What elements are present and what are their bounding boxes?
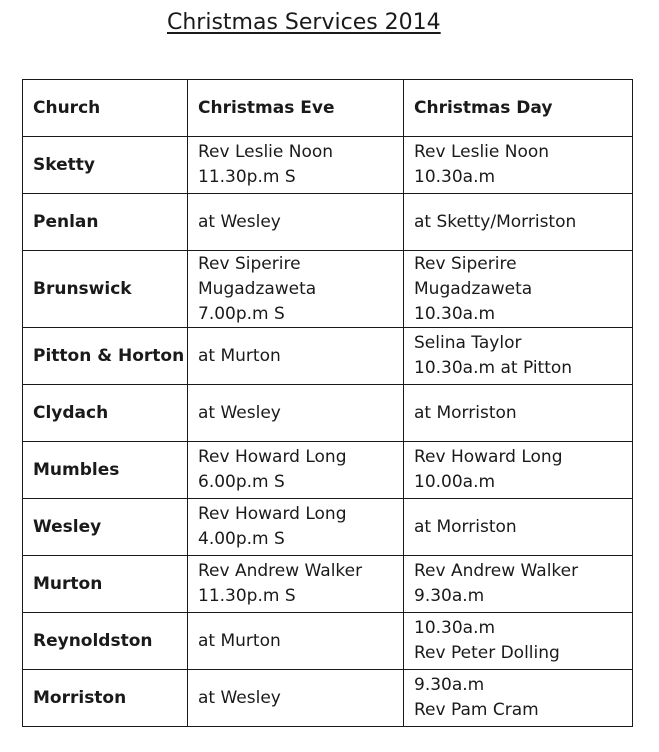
page-title: Christmas Services 2014 bbox=[167, 10, 441, 35]
christmas-eve-cell bbox=[188, 251, 404, 328]
church-name-cell: Brunswick bbox=[23, 251, 188, 328]
service-line: 10.30a.m bbox=[414, 167, 496, 187]
service-line: Rev Andrew Walker bbox=[198, 561, 363, 581]
christmas-eve-cell bbox=[188, 328, 404, 385]
service-line: Rev Pam Cram bbox=[414, 700, 539, 720]
church-name-cell: Wesley bbox=[23, 499, 188, 556]
christmas-day-cell bbox=[404, 613, 633, 670]
service-line: at Murton bbox=[198, 630, 281, 651]
service-line: 10.30a.m at Pitton bbox=[414, 358, 573, 378]
service-line: Rev Peter Dolling bbox=[414, 643, 560, 663]
christmas-day-cell bbox=[404, 328, 633, 385]
service-line: 9.30a.m bbox=[414, 675, 485, 695]
church-name-cell: Penlan bbox=[23, 194, 188, 251]
service-line: 10.00a.m bbox=[414, 472, 496, 492]
table-row bbox=[23, 442, 633, 499]
table-row bbox=[23, 251, 633, 328]
service-line: 10.30a.m bbox=[414, 303, 496, 324]
service-line: at Wesley bbox=[198, 687, 281, 708]
christmas-day-cell bbox=[404, 442, 633, 499]
christmas-eve-cell bbox=[188, 556, 404, 613]
service-line: Rev Siperire bbox=[198, 253, 301, 274]
church-name-cell: Murton bbox=[23, 556, 188, 613]
column-header-church: Church bbox=[23, 80, 188, 137]
christmas-day-cell bbox=[404, 137, 633, 194]
service-line: Rev Howard Long bbox=[198, 504, 347, 524]
church-name-cell: Reynoldston bbox=[23, 613, 188, 670]
table-body bbox=[23, 137, 633, 727]
service-line: at Sketty/Morriston bbox=[414, 211, 577, 232]
church-name-cell: Pitton & Horton bbox=[23, 328, 188, 385]
church-name-cell: Sketty bbox=[23, 137, 188, 194]
table-row bbox=[23, 613, 633, 670]
service-line: 9.30a.m bbox=[414, 586, 485, 606]
church-name-cell: Clydach bbox=[23, 385, 188, 442]
christmas-day-cell bbox=[404, 251, 633, 328]
service-line: Rev Howard Long bbox=[198, 447, 347, 467]
column-header-christmas-day: Christmas Day bbox=[404, 80, 633, 137]
table-row bbox=[23, 670, 633, 727]
service-line: 7.00p.m S bbox=[198, 303, 285, 324]
christmas-eve-cell bbox=[188, 613, 404, 670]
service-line: Rev Siperire bbox=[414, 253, 517, 274]
christmas-day-cell bbox=[404, 556, 633, 613]
service-line: Rev Andrew Walker bbox=[414, 561, 579, 581]
header-row bbox=[23, 80, 633, 137]
christmas-day-cell bbox=[404, 194, 633, 251]
service-line: 11.30p.m S bbox=[198, 586, 296, 606]
table-row bbox=[23, 328, 633, 385]
christmas-day-cell bbox=[404, 670, 633, 727]
christmas-day-cell bbox=[404, 385, 633, 442]
christmas-day-cell bbox=[404, 499, 633, 556]
table-row bbox=[23, 499, 633, 556]
services-table bbox=[22, 79, 633, 727]
service-line: at Murton bbox=[198, 345, 281, 366]
service-line: Mugadzaweta bbox=[198, 278, 317, 299]
column-header-christmas-eve: Christmas Eve bbox=[188, 80, 404, 137]
christmas-eve-cell bbox=[188, 499, 404, 556]
service-line: 11.30p.m S bbox=[198, 167, 296, 187]
service-line: Rev Leslie Noon bbox=[414, 142, 550, 162]
service-line: Selina Taylor bbox=[414, 333, 522, 353]
service-line: 6.00p.m S bbox=[198, 472, 285, 492]
service-line: Rev Leslie Noon bbox=[198, 142, 334, 162]
christmas-eve-cell bbox=[188, 137, 404, 194]
service-line: Rev Howard Long bbox=[414, 447, 563, 467]
service-line: at Wesley bbox=[198, 402, 281, 423]
church-name-cell: Mumbles bbox=[23, 442, 188, 499]
service-line: at Morriston bbox=[414, 516, 517, 537]
table-row bbox=[23, 556, 633, 613]
service-line: at Wesley bbox=[198, 211, 281, 232]
service-line: at Morriston bbox=[414, 402, 517, 423]
table-row bbox=[23, 194, 633, 251]
christmas-eve-cell bbox=[188, 385, 404, 442]
church-name-cell: Morriston bbox=[23, 670, 188, 727]
christmas-eve-cell bbox=[188, 670, 404, 727]
service-line: Mugadzaweta bbox=[414, 278, 533, 299]
service-line: 4.00p.m S bbox=[198, 529, 285, 549]
christmas-eve-cell bbox=[188, 442, 404, 499]
service-line: 10.30a.m bbox=[414, 618, 496, 638]
christmas-eve-cell bbox=[188, 194, 404, 251]
table-row bbox=[23, 385, 633, 442]
table-row bbox=[23, 137, 633, 194]
